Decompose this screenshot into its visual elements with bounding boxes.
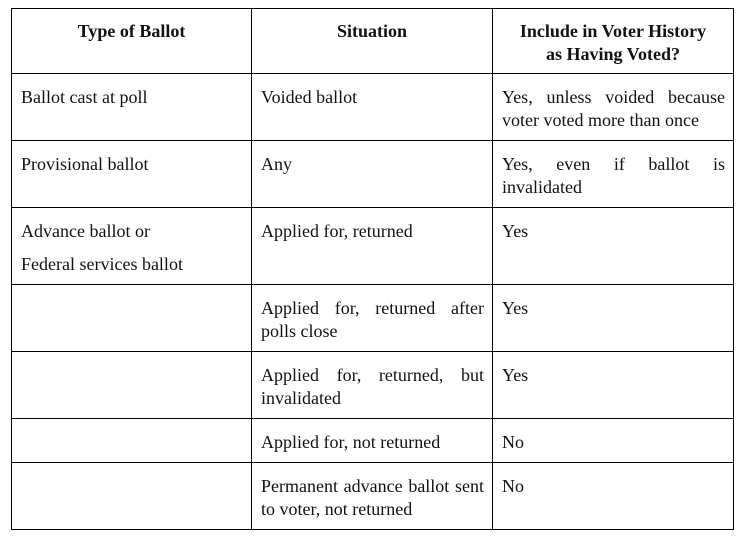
header-include-line1: Include in Voter History <box>519 21 707 41</box>
cell-situation <box>252 74 493 141</box>
cell-type <box>12 208 252 285</box>
cell-type-line2: Federal services ballot <box>21 254 183 274</box>
cell-include <box>493 208 734 285</box>
cell-type-text <box>12 463 251 475</box>
cell-include <box>493 463 734 530</box>
cell-situation <box>252 463 493 530</box>
table-row <box>12 74 734 141</box>
header-type-of-ballot <box>12 9 252 74</box>
cell-type-text <box>12 208 251 281</box>
header-type-label: Type of Ballot <box>77 21 186 41</box>
cell-type <box>12 463 252 530</box>
cell-type <box>12 285 252 352</box>
cell-include-text: Yes <box>502 221 529 241</box>
header-include-label <box>493 9 733 66</box>
cell-include-text: Yes, even if ballot is invalidated <box>502 154 725 197</box>
cell-type <box>12 74 252 141</box>
cell-type-text <box>12 285 251 297</box>
cell-include <box>493 352 734 419</box>
cell-include <box>493 419 734 463</box>
cell-include <box>493 74 734 141</box>
cell-situation-text: Voided ballot <box>261 87 358 107</box>
cell-include <box>493 141 734 208</box>
cell-situation-text: Applied for, not returned <box>261 432 441 452</box>
header-situation-label: Situation <box>336 21 408 41</box>
cell-type-text <box>12 352 251 364</box>
cell-type <box>12 141 252 208</box>
cell-type-text <box>12 419 251 431</box>
cell-type-text: Provisional ballot <box>21 154 149 174</box>
cell-situation <box>252 208 493 285</box>
cell-situation-text: Applied for, returned <box>261 221 413 241</box>
table-row <box>12 141 734 208</box>
header-include-line2: as Having Voted? <box>545 44 681 64</box>
cell-include-text: Yes <box>502 298 529 318</box>
table-row <box>12 419 734 463</box>
table-row <box>12 285 734 352</box>
cell-situation-text: Applied for, returned, but invalidated <box>261 365 484 408</box>
cell-type <box>12 419 252 463</box>
table-row <box>12 352 734 419</box>
cell-type-text: Ballot cast at poll <box>21 87 148 107</box>
cell-situation <box>252 352 493 419</box>
cell-situation <box>252 419 493 463</box>
cell-situation-text: Any <box>261 154 292 174</box>
cell-include-text: No <box>502 476 524 496</box>
cell-include-text: No <box>502 432 524 452</box>
cell-include-text: Yes <box>502 365 529 385</box>
voter-history-table <box>11 8 734 530</box>
cell-situation-text: Applied for, returned after polls close <box>261 298 484 341</box>
table-row <box>12 208 734 285</box>
cell-situation-text: Permanent advance ballot sent to voter, not returned <box>261 476 484 519</box>
cell-situation <box>252 141 493 208</box>
cell-type <box>12 352 252 419</box>
cell-situation <box>252 285 493 352</box>
header-include-in-voter-history <box>493 9 734 74</box>
table-row <box>12 463 734 530</box>
header-situation <box>252 9 493 74</box>
table-header-row <box>12 9 734 74</box>
cell-type-line1: Advance ballot or <box>21 221 150 241</box>
cell-include <box>493 285 734 352</box>
cell-include-text: Yes, unless voided because voter voted more than once <box>502 87 725 130</box>
